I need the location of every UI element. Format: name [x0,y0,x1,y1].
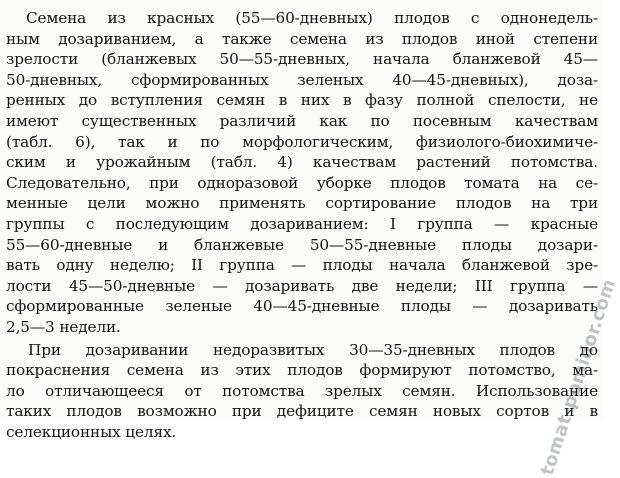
text-line: 2,5—3 недели. [6,317,121,336]
text-line: ло отличающееся от потомства зрелых семян. Использование [6,381,598,400]
text-line: Семена из красных (55—60-дневных) плодов с однонедель- [26,9,598,27]
text-line: таких плодов возможно при дефиците семян новых сортов и в [6,402,598,421]
text-line: (табл. 6), так и по морфологическим, физиолого-биохимиче- [6,132,598,151]
text-line: ским и урожайным (табл. 4) качествам растений потомства. [6,153,598,172]
text-line: 50-дневных, сформированных зеленых 40—45-дневных), доза- [6,70,598,89]
text-line: покраснения семена из этих плодов формируют потомство, ма- [6,361,598,380]
text-line: менные цели можно применять сортирование плодов на три [6,194,598,213]
text-line: ренных до вступления семян в них в фазу полной спелости, не [6,91,598,110]
watermark-text: tomat-pomidor.com [536,276,620,478]
text-line: При дозаривании недоразвитых 30—35-дневных плодов до [28,340,598,359]
text-line: Следовательно, при одноразовой уборке плодов томата на се- [6,173,598,192]
text-line: лости 45—50-дневные — дозаривать две недели; III группа — [6,276,598,295]
text-line: группы с последующим дозариванием: I группа — красные [6,214,598,233]
text-line: сформированные зеленые 40—45-дневные плоды — дозаривать [6,297,598,316]
text-line: вать одну неделю; II группа — плоды начала бланжевой зре- [6,256,598,275]
paragraph-1 [6,8,598,338]
text-line: имеют существенных различий как по посевным качествам [6,111,598,130]
book-text [6,8,598,442]
text-line: селекционных целях. [6,422,177,441]
text-line: 55—60-дневные и бланжевые 50—55-дневные плоды дозари- [6,235,598,254]
text-line: ным дозариванием, а также семена из плодов иной степени [6,29,598,48]
text-line: зрелости (бланжевых 50—55-дневных, начала бланжевой 45— [6,50,598,69]
paragraph-2 [6,340,598,443]
